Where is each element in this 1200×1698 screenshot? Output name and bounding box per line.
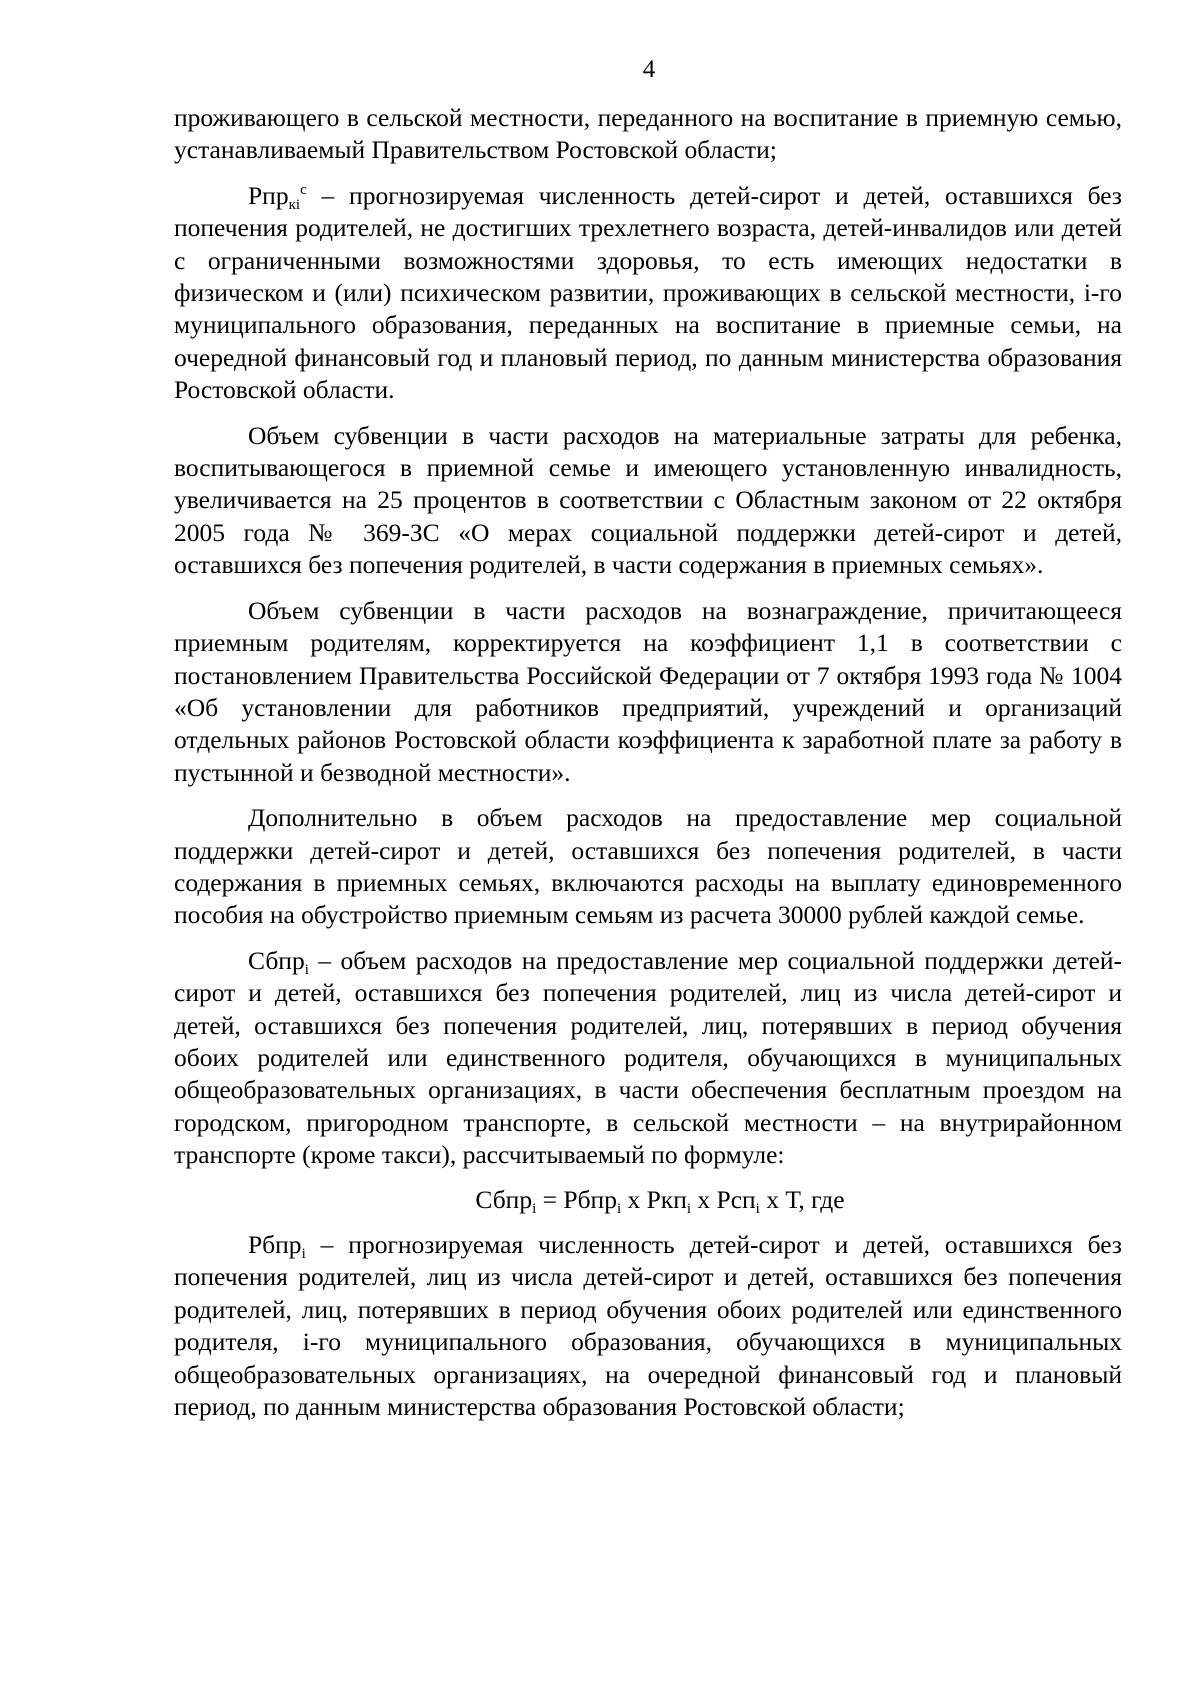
rbpr-definition-text: – прогнозируемая численность детей-сирот и детей, оставшихся без попечения родителей, лиц из числа детей-сирот и детей, оставшихся без попечения родителей, лиц, потерявших в период обучения обоих родителей или единственного родителя, i-го муниципального образования, обучающихся в муниципальных общеобразовательных организациях, на очередной финансовый год и плановый период, по данным министерства образования Ростовской области;: [174, 1230, 1122, 1422]
formula-subscript: i: [616, 1200, 622, 1217]
formula-subscript: i: [532, 1200, 537, 1217]
symbol-rprk-subscript: кi: [288, 196, 301, 213]
paragraph-continuation: проживающего в сельской местности, переданного на воспитание в приемную семью, устанавливаемый Правительством Ростовской области;: [174, 103, 1122, 165]
formula-term: х Ркп: [621, 1184, 687, 1214]
symbol-sbpr-subscript: i: [304, 961, 309, 978]
paragraph-sbpr-definition: [174, 945, 1122, 1172]
formula-subscript: i: [686, 1200, 692, 1217]
formula-sbpr: [174, 1184, 1122, 1216]
paragraph-rprk-definition: [174, 180, 1122, 407]
symbol-rbpr: Рбпр: [248, 1230, 302, 1259]
formula-term: = Рбпр: [536, 1184, 617, 1214]
paragraph-lump-sum: Дополнительно в объем расходов на предоставление мер социальной поддержки детей-сирот и детей, оставшихся без попечения родителей, в части содержания в приемных семьях, включаются расходы на выплату единовременного пособия на обустройство приемным семьям из расчета 30000 рублей каждой семье.: [174, 803, 1122, 930]
paragraph-remuneration: Объем субвенции в части расходов на вознаграждение, причитающееся приемным родителям, корректируется на коэффициент 1,1 в соответствии с постановлением Правительства Российской Федерации от 7 октября 1993 года № 1004 «Об установлении для работников предприятий, учреждений и организаций отдельных районов Ростовской области коэффициента к заработной плате за работу в пустынной и безводной местности».: [174, 595, 1122, 787]
symbol-rprk-superscript: с: [300, 181, 307, 198]
rprk-definition-text: – прогнозируемая численность детей-сирот и детей, оставшихся без попечения родителей, не достигших трехлетнего возраста, детей-инвалидов или детей с ограниченными возможностями здоровья, то есть имеющих недостатки в физическом и (или) психическом развитии, проживающих в сельской местности, i-го муниципального образования, переданных на воспитание в приемные семьи, на очередной финансовый год и плановый период, по данным министерства образования Ростовской области.: [174, 180, 1122, 405]
page-number: 4: [642, 56, 656, 83]
formula-subscript: i: [755, 1200, 760, 1217]
symbol-sbpr: Сбпр: [248, 945, 305, 975]
formula-term: х Т, где: [759, 1184, 845, 1214]
paragraph-material-costs: Объем субвенции в части расходов на материальные затраты для ребенка, воспитывающегося в приемной семье и имеющего установленную инвалидность, увеличивается на 25 процентов в соответствии с Областным законом от 22 октября 2005 года № 369-ЗС «О мерах социальной поддержки детей-сирот и детей, оставшихся без попечения родителей, в части содержания в приемных семьях».: [174, 420, 1122, 580]
sbpr-definition-text: – объем расходов на предоставление мер социальной поддержки детей-сирот и детей, оставшихся без попечения родителей, лиц из числа детей-сирот и детей, оставшихся без попечения родителей, лиц, потерявших в период обучения обоих родителей или единственного родителя, обучающихся в муниципальных общеобразовательных организациях, в части обеспечения бесплатным проездом на городском, пригородном транспорте, в сельской местности – на внутрирайонном транспорте (кроме такси), рассчитываемый по формуле:: [174, 945, 1122, 1170]
paragraph-rbpr-definition: [174, 1229, 1122, 1423]
symbol-rbpr-subscript: i: [301, 1246, 306, 1262]
formula-term: Сбпр: [475, 1184, 533, 1214]
symbol-rprk: Рпр: [248, 180, 289, 210]
formula-term: х Рсп: [691, 1184, 756, 1214]
document-page: [174, 40, 1122, 1423]
